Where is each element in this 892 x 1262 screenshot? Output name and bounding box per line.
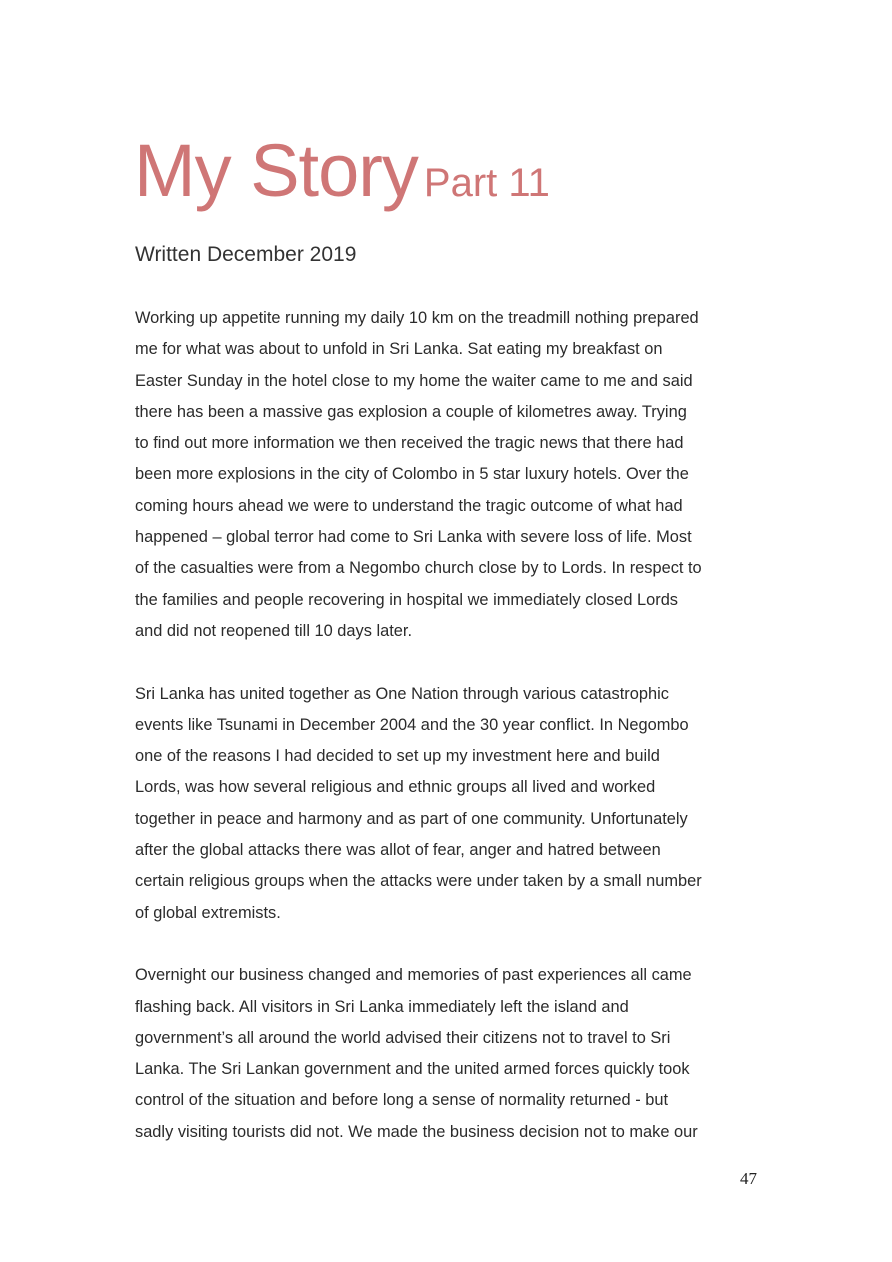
text-line: flashing back. All visitors in Sri Lanka immediately left the island and bbox=[135, 997, 629, 1016]
page-title bbox=[134, 129, 550, 212]
text-line: been more explosions in the city of Colombo in 5 star luxury hotels. Over the bbox=[135, 465, 689, 484]
text-line: certain religious groups when the attacks were under taken by a small number bbox=[135, 872, 702, 891]
text-line: after the global attacks there was allot of fear, anger and hatred between bbox=[135, 841, 661, 860]
text-line: me for what was about to unfold in Sri Lanka. Sat eating my breakfast on bbox=[135, 340, 663, 359]
text-line: events like Tsunami in December 2004 and the 30 year conflict. In Negombo bbox=[135, 715, 689, 734]
text-line: of the casualties were from a Negombo church close by to Lords. In respect to bbox=[135, 559, 702, 578]
page-number: 47 bbox=[740, 1169, 757, 1188]
text-line: coming hours ahead we were to understand the tragic outcome of what had bbox=[135, 496, 683, 515]
text-line: Lords, was how several religious and ethnic groups all lived and worked bbox=[135, 778, 656, 797]
text-line: Easter Sunday in the hotel close to my home the waiter came to me and said bbox=[135, 371, 693, 390]
text-line: the families and people recovering in hospital we immediately closed Lords bbox=[135, 590, 679, 609]
text-line: government’s all around the world advised their citizens not to travel to Sri bbox=[135, 1028, 671, 1047]
text-line: and did not reopened till 10 days later. bbox=[135, 621, 413, 640]
text-line: to find out more information we then received the tragic news that there had bbox=[135, 434, 684, 453]
paragraph bbox=[135, 303, 775, 647]
paragraph bbox=[135, 960, 775, 1148]
text-line: sadly visiting tourists did not. We made the business decision not to make our bbox=[135, 1122, 698, 1141]
text-line: control of the situation and before long a sense of normality returned - but bbox=[135, 1091, 669, 1110]
paragraph bbox=[135, 679, 775, 929]
body-text bbox=[135, 303, 775, 1148]
paragraph-gap bbox=[135, 929, 775, 960]
page-subtitle: Written December 2019 bbox=[135, 243, 357, 266]
text-line: happened – global terror had come to Sri Lanka with severe loss of life. Most bbox=[135, 528, 692, 547]
text-line: one of the reasons I had decided to set up my investment here and build bbox=[135, 747, 660, 766]
text-line: Working up appetite running my daily 10 km on the treadmill nothing prepared bbox=[135, 309, 699, 327]
title-part: Part 11 bbox=[423, 161, 550, 205]
text-line: of global extremists. bbox=[135, 903, 281, 922]
text-line: there has been a massive gas explosion a couple of kilometres away. Trying bbox=[135, 402, 687, 421]
title-main: My Story bbox=[134, 129, 418, 212]
text-line: Lanka. The Sri Lankan government and the united armed forces quickly took bbox=[135, 1060, 690, 1079]
text-line: together in peace and harmony and as part of one community. Unfortunately bbox=[135, 809, 688, 828]
text-line: Overnight our business changed and memories of past experiences all came bbox=[135, 966, 692, 985]
text-line: Sri Lanka has united together as One Nation through various catastrophic bbox=[135, 684, 669, 703]
paragraph-gap bbox=[135, 647, 775, 678]
